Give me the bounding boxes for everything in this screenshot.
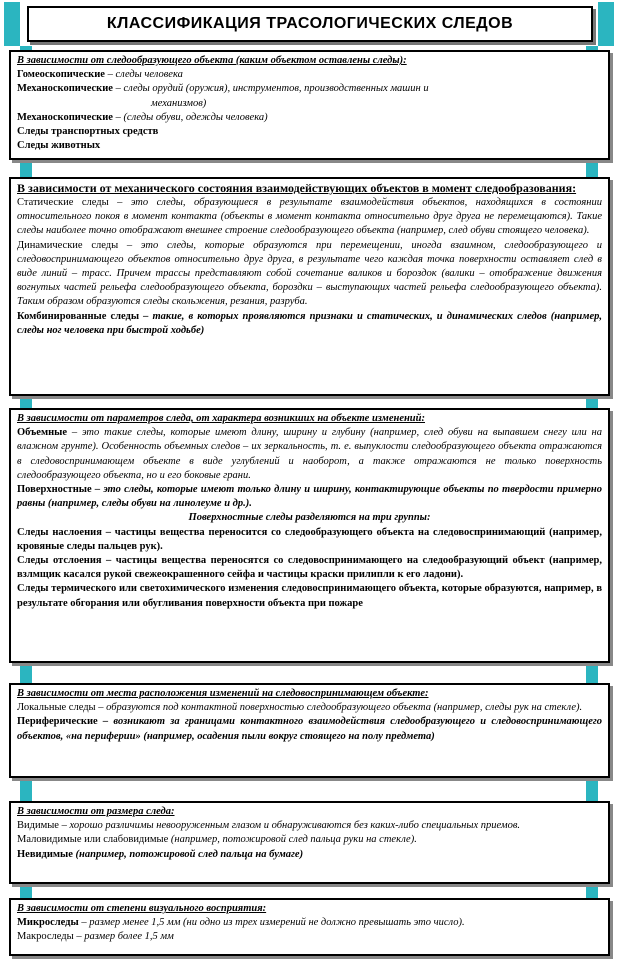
section-header: В зависимости от параметров следа, от характера возникших на объекте изменений:: [17, 413, 425, 424]
list-item: Механоскопические – (следы обуви, одежды человека): [17, 111, 268, 123]
list-item: Гомеоскопические – следы человека: [17, 69, 183, 81]
page-title: КЛАССИФИКАЦИЯ ТРАСОЛОГИЧЕСКИХ СЛЕДОВ: [106, 15, 514, 32]
section-by-object: [9, 50, 610, 160]
paragraph: Периферические – возникают за границами контактного взаимодействия следообразующего и следовоспринимающего объектов, «на периферии» (например, осадения пыли вокруг стоящего на полу предмета): [17, 716, 602, 742]
section-header: В зависимости от размера следа:: [17, 806, 175, 817]
section-by-mechanical-state: [9, 177, 610, 396]
paragraph: Следы наслоения – частицы вещества переносится со следообразующего объекта на следовоспринимающий (например, кровяные следы пальцев рук).: [17, 526, 603, 552]
section-by-trace-parameters: [9, 408, 610, 663]
paragraph: Макроследы – размер более 1,5 мм: [17, 931, 174, 943]
connector: [586, 884, 598, 898]
paragraph: Комбинированные следы – такие, в которых проявляются признаки и статических, и динамических следов (например, следы ног человека при быстрой ходьбе): [17, 310, 603, 336]
section-header: В зависимости от следообразующего объекта (каким объектом оставлены следы):: [17, 55, 407, 66]
paragraph: Маловидимые или слабовидимые (например, потожировой след пальца руки на стекле).: [17, 834, 417, 846]
connector: [20, 778, 32, 801]
accent-bar-left: [4, 2, 20, 46]
paragraph: Объемные – это такие следы, которые имеют длину, ширину и глубину (например, след обуви на выпавшем снегу или на влажном грунте). Особенность объемных следов – их зеркальность, т. е. выпуклости следообразующего объекта отражаются в следовоспринимающем объекте в виде углублений и наоборот, а также отражаются не только поверхность следообразующего объекта, но и его боковые грани.: [17, 427, 602, 481]
list-item: механизмов): [151, 97, 207, 109]
paragraph: Видимые – хорошо различимы невооруженным глазом и обнаруживаются без каких-либо специальных приемов.: [17, 820, 521, 832]
paragraph: Динамические следы – это следы, которые образуются при перемещении, иногда взаимном, следообразующего и следовоспринимающего объектов относительно друг друга, в результате чего каждая точка поверхности оставляет след в виде линий – трасс. Причем трассы представляют собой сочетание валиков и бороздок (валики – отображение движения вогнутых частей рельефа следообразующего объекта, бороздки – выступающих частей рельефа следообразующего объекта). Таким образом образуются следы скольжения, резания, разруба.: [17, 239, 602, 308]
accent-bar-right: [598, 2, 614, 46]
list-item: Следы животных: [17, 140, 101, 152]
paragraph: Следы термического или светохимического изменения следовоспринимающего объекта, которые образуются, например, в результате обгорания или обугливания поверхности объекта при пожаре: [17, 583, 602, 609]
connector: [20, 663, 32, 683]
paragraph: Следы отслоения – частицы вещества переносятся со следовоспринимающего на следообразующий объект (например, взлмщик касался рукой свежеокрашенного сейфа и частицы краски прилипли к его ладони).: [17, 555, 602, 581]
section-by-location: [9, 683, 610, 778]
paragraph: Статические следы – это следы, образующиеся в результате взаимодействия объектов, находящихся в состоянии относительного покоя в момент контакта (объекты в момент контакта относительно друг друга не перемещаются). Такие следы наиболее точно отображают внешнее строение следообразующего объекта (например, след обуви стоящего человека).: [17, 197, 602, 237]
connector: [586, 160, 598, 177]
list-item: Следы транспортных средств: [17, 126, 159, 138]
connector: [586, 396, 598, 408]
section-header: В зависимости от места расположения изменений на следовоспринимающем объекте:: [17, 688, 429, 699]
connector: [20, 884, 32, 898]
section-header: В зависимости от степени визуального восприятия:: [17, 903, 267, 914]
paragraph: Микроследы – размер менее 1,5 мм (ни одно из трех измерений не должно превышать это число).: [17, 917, 465, 929]
list-item: Механоскопические – следы орудий (оружия), инструментов, производственных машин и: [17, 83, 429, 95]
section-by-size: [9, 801, 610, 884]
connector: [586, 778, 598, 801]
section-by-perception: [9, 898, 610, 956]
title-box: [27, 6, 593, 42]
connector: [20, 396, 32, 408]
paragraph: Локальные следы – образуются под контактной поверхностью следообразующего объекта (например, следы рук на стекле).: [17, 702, 583, 714]
subheading: Поверхностные следы разделяются на три группы:: [188, 512, 431, 524]
section-header: В зависимости от механического состояния взаимодействующих объектов в момент следообразования:: [17, 181, 577, 195]
paragraph: Невидимые (например, потожировой след пальца на бумаге): [17, 848, 304, 860]
paragraph: Поверхностные – это следы, которые имеют только длину и ширину, контактирующие объекты по твердости примерно равны (например, следы обуви на линолеуме и др.).: [17, 484, 602, 510]
connector: [586, 663, 598, 683]
connector: [20, 160, 32, 177]
